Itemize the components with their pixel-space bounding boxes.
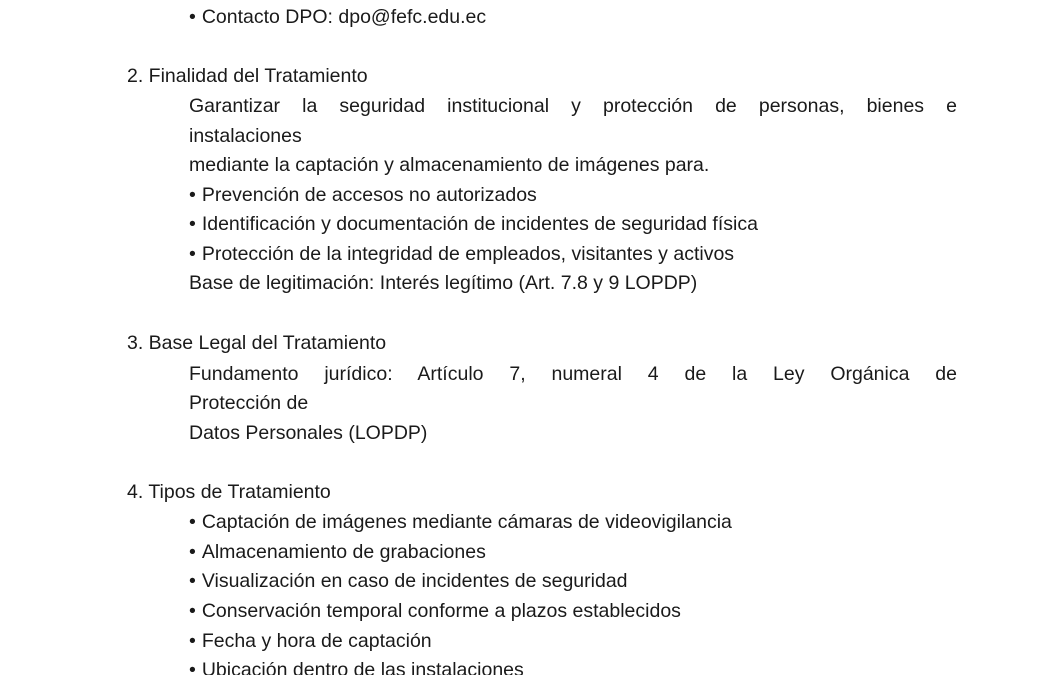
section-2-paragraph-line-1: Garantizar la seguridad institucional y protección de personas, bienes e — [189, 95, 957, 117]
contact-dpo-bullet — [189, 5, 486, 29]
list-item — [189, 658, 524, 675]
section-4-heading: 4. Tipos de Tratamiento — [127, 481, 331, 503]
list-item-text: Protección de la integridad de empleados, visitantes y activos — [201, 243, 735, 265]
bullet-dot: • — [189, 541, 196, 563]
list-item — [189, 629, 432, 653]
list-item — [189, 183, 537, 207]
bullet-dot: • — [189, 570, 196, 592]
section-3-paragraph-line-3: Datos Personales (LOPDP) — [189, 422, 428, 444]
bullet-dot: • — [189, 511, 196, 533]
bullet-dot: • — [189, 6, 196, 28]
list-item-text: Fecha y hora de captación — [201, 630, 432, 652]
list-item-text: Captación de imágenes mediante cámaras de videovigilancia — [201, 511, 732, 533]
bullet-dot: • — [189, 243, 196, 265]
section-2-paragraph-line-2: instalaciones — [189, 125, 302, 147]
section-3-paragraph-line-1: Fundamento jurídico: Artículo 7, numeral 4 de la Ley Orgánica de — [189, 363, 957, 385]
legal-basis-line: Base de legitimación: Interés legítimo (Art. 7.8 y 9 LOPDP) — [189, 272, 698, 294]
list-item-text: Almacenamiento de grabaciones — [201, 541, 486, 563]
list-item-text: Ubicación dentro de las instalaciones — [201, 659, 524, 675]
section-2-heading: 2. Finalidad del Tratamiento — [127, 65, 368, 87]
section-3-paragraph-line-2: Protección de — [189, 392, 309, 414]
list-item — [189, 540, 486, 564]
list-item — [189, 510, 732, 534]
bullet-dot: • — [189, 213, 196, 235]
list-item-text: Conservación temporal conforme a plazos establecidos — [201, 600, 681, 622]
section-2-paragraph-line-3: mediante la captación y almacenamiento de imágenes para. — [189, 154, 710, 176]
list-item — [189, 569, 628, 593]
list-item-text: Visualización en caso de incidentes de seguridad — [201, 570, 628, 592]
bullet-dot: • — [189, 659, 196, 675]
bullet-dot: • — [189, 184, 196, 206]
list-item-text: Prevención de accesos no autorizados — [201, 184, 537, 206]
bullet-dot: • — [189, 600, 196, 622]
list-item — [189, 599, 681, 623]
list-item — [189, 212, 758, 236]
bullet-dot: • — [189, 630, 196, 652]
contact-dpo-text: Contacto DPO: dpo@fefc.edu.ec — [201, 6, 487, 28]
list-item-text: Identificación y documentación de incidentes de seguridad física — [201, 213, 758, 235]
list-item — [189, 242, 734, 266]
section-3-heading: 3. Base Legal del Tratamiento — [127, 332, 387, 354]
